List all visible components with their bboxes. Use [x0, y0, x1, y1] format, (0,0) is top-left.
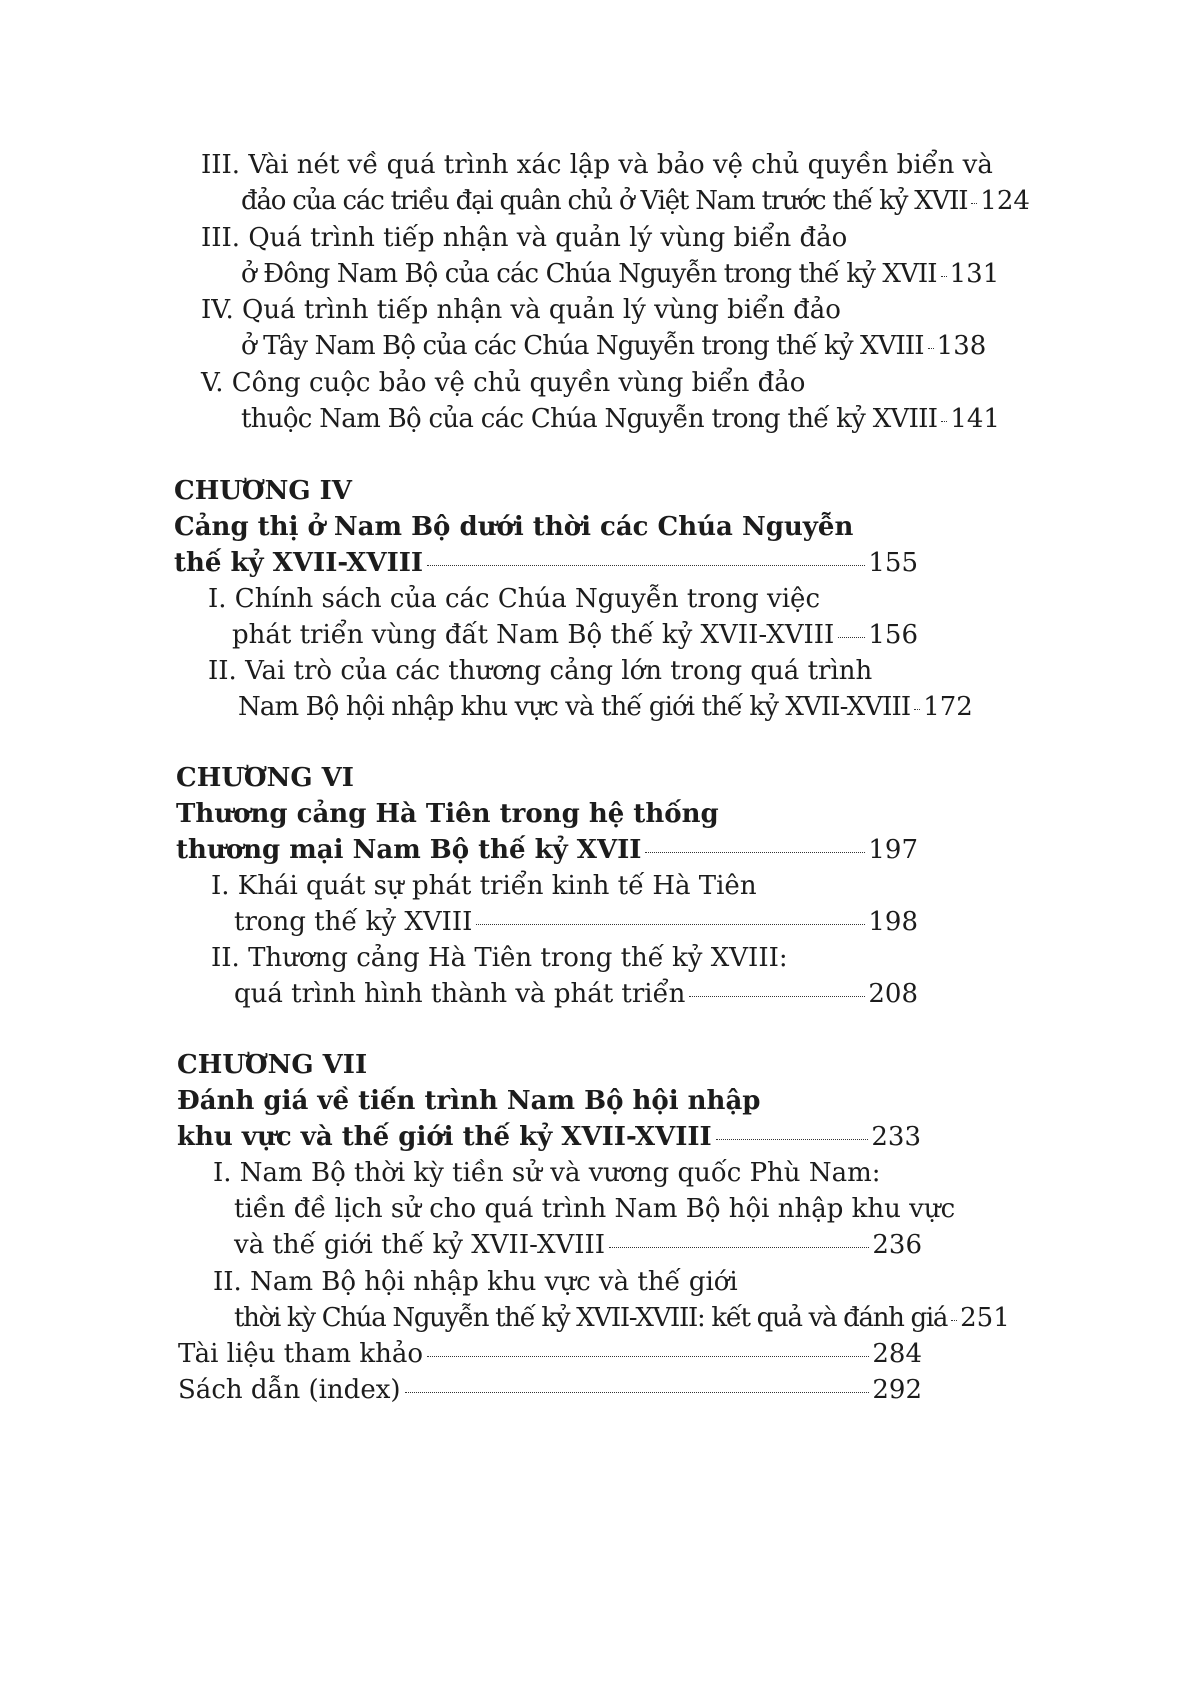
- toc-entry-text: I. Nam Bộ thời kỳ tiền sử và vương quốc Phù Nam:: [213, 1158, 881, 1188]
- toc-entry-text: III. Vài nét về quá trình xác lập và bảo vệ chủ quyền biển và: [201, 150, 993, 180]
- toc-entry: [201, 221, 847, 259]
- toc-page-number: 208: [868, 979, 918, 1009]
- toc-entry-text: II. Vai trò của các thương cảng lớn trong quá trình: [208, 656, 873, 686]
- toc-entry: [234, 977, 918, 1015]
- chapter-title: [176, 797, 719, 835]
- toc-page-number: 155: [868, 548, 918, 578]
- chapter-label: CHƯƠNG IV: [174, 476, 352, 506]
- chapter-heading: [176, 761, 354, 799]
- dot-leader: [928, 348, 934, 349]
- toc-page-number: 156: [868, 620, 918, 650]
- toc-entry: [234, 1301, 1010, 1339]
- toc-entry-text: Tài liệu tham khảo: [178, 1339, 423, 1369]
- chapter-title-text: thương mại Nam Bộ thế kỷ XVII: [176, 835, 642, 865]
- toc-entry: [213, 1265, 738, 1303]
- chapter-title: [176, 833, 918, 871]
- toc-entry-text: tiền đề lịch sử cho quá trình Nam Bộ hội nhập khu vực: [234, 1194, 956, 1224]
- toc-page-number: 124: [980, 186, 1030, 216]
- toc-entry-references: [178, 1337, 922, 1375]
- chapter-title-text: khu vực và thế giới thế kỷ XVII-XVIII: [177, 1122, 712, 1152]
- toc-page-number: 172: [923, 692, 973, 722]
- toc-page-number: 292: [872, 1375, 922, 1405]
- dot-leader: [941, 421, 947, 422]
- toc-entry: [241, 184, 1030, 222]
- toc-entry-text: ở Tây Nam Bộ của các Chúa Nguyễn trong thế kỷ XVIII: [241, 331, 924, 361]
- toc-page-number: 197: [868, 835, 918, 865]
- toc-page-number: 251: [960, 1303, 1010, 1333]
- toc-page-number: 236: [872, 1230, 922, 1260]
- chapter-title-text: Đánh giá về tiến trình Nam Bộ hội nhập: [177, 1086, 761, 1116]
- toc-entry: [211, 941, 788, 979]
- toc-entry: [201, 148, 993, 186]
- chapter-label: CHƯƠNG VI: [176, 763, 354, 793]
- toc-entry-text: phát triển vùng đất Nam Bộ thế kỷ XVII-XVIII: [232, 620, 835, 650]
- chapter-title: [174, 510, 853, 548]
- toc-entry-text: III. Quá trình tiếp nhận và quản lý vùng biển đảo: [201, 223, 848, 253]
- dot-leader: [645, 852, 865, 853]
- toc-entry-text: Sách dẫn (index): [178, 1375, 401, 1405]
- chapter-title: [174, 546, 918, 584]
- toc-page-number: 131: [949, 259, 1000, 289]
- toc-entry-text: và thế giới thế kỷ XVII-XVIII: [234, 1230, 606, 1260]
- toc-page-number: 233: [871, 1122, 921, 1152]
- toc-entry-index: [178, 1373, 922, 1411]
- chapter-title-text: Cảng thị ở Nam Bộ dưới thời các Chúa Nguyễn: [174, 512, 854, 542]
- toc-entry: [241, 257, 1000, 295]
- toc-entry: [234, 1228, 922, 1266]
- toc-entry-text: quá trình hình thành và phát triển: [234, 979, 686, 1009]
- chapter-title-text: thế kỷ XVII-XVIII: [174, 548, 424, 578]
- chapter-title: [177, 1084, 760, 1122]
- toc-entry-text: I. Chính sách của các Chúa Nguyễn trong việc: [208, 584, 821, 614]
- toc-page-number: 138: [936, 331, 987, 361]
- dot-leader: [716, 1139, 869, 1140]
- toc-entry: [232, 618, 918, 656]
- dot-leader: [609, 1247, 869, 1248]
- toc-entry: [208, 582, 820, 620]
- toc-entry-text: ở Đông Nam Bộ của các Chúa Nguyễn trong thế kỷ XVII: [241, 259, 937, 289]
- toc-entry: [241, 329, 987, 367]
- toc-entry-text: IV. Quá trình tiếp nhận và quản lý vùng biển đảo: [201, 295, 841, 325]
- dot-leader: [914, 709, 920, 710]
- toc-entry: [234, 905, 918, 943]
- toc-entry: [201, 366, 805, 404]
- dot-leader: [476, 924, 865, 925]
- dot-leader: [951, 1320, 957, 1321]
- toc-entry-text: thời kỳ Chúa Nguyễn thế kỷ XVII-XVIII: kết quả và đánh giá: [234, 1303, 948, 1333]
- chapter-title-text: Thương cảng Hà Tiên trong hệ thống: [176, 799, 719, 829]
- toc-entry: [213, 1156, 880, 1194]
- toc-entry: [241, 402, 1000, 440]
- dot-leader: [838, 637, 865, 638]
- toc-entry-text: thuộc Nam Bộ của các Chúa Nguyễn trong thế kỷ XVIII: [241, 404, 938, 434]
- toc-entry-text: II. Thương cảng Hà Tiên trong thế kỷ XVIII:: [211, 943, 788, 973]
- toc-page-number: 141: [950, 404, 1000, 434]
- toc-entry-text: II. Nam Bộ hội nhập khu vực và thế giới: [213, 1267, 738, 1297]
- chapter-heading: [177, 1048, 367, 1086]
- chapter-heading: [174, 474, 352, 512]
- dot-leader: [941, 276, 947, 277]
- toc-entry: [234, 1192, 955, 1230]
- toc-entry: [238, 690, 973, 728]
- chapter-title: [177, 1120, 921, 1158]
- toc-entry-text: V. Công cuộc bảo vệ chủ quyền vùng biển đảo: [201, 368, 806, 398]
- dot-leader: [689, 996, 865, 997]
- toc-entry-text: Nam Bộ hội nhập khu vực và thế giới thế kỷ XVII-XVIII: [238, 692, 911, 722]
- dot-leader: [427, 565, 865, 566]
- toc-entry-text: I. Khái quát sự phát triển kinh tế Hà Tiên: [211, 871, 757, 901]
- dot-leader: [427, 1356, 869, 1357]
- toc-page-number: 198: [868, 907, 918, 937]
- toc-entry-text: đảo của các triều đại quân chủ ở Việt Nam trước thế kỷ XVII: [241, 186, 968, 216]
- chapter-label: CHƯƠNG VII: [177, 1050, 368, 1080]
- toc-entry: [211, 869, 757, 907]
- dot-leader: [971, 203, 977, 204]
- dot-leader: [405, 1392, 870, 1393]
- toc-entry-text: trong thế kỷ XVIII: [234, 907, 473, 937]
- toc-page-number: 284: [872, 1339, 922, 1369]
- toc-entry: [208, 654, 872, 692]
- toc-entry: [201, 293, 841, 331]
